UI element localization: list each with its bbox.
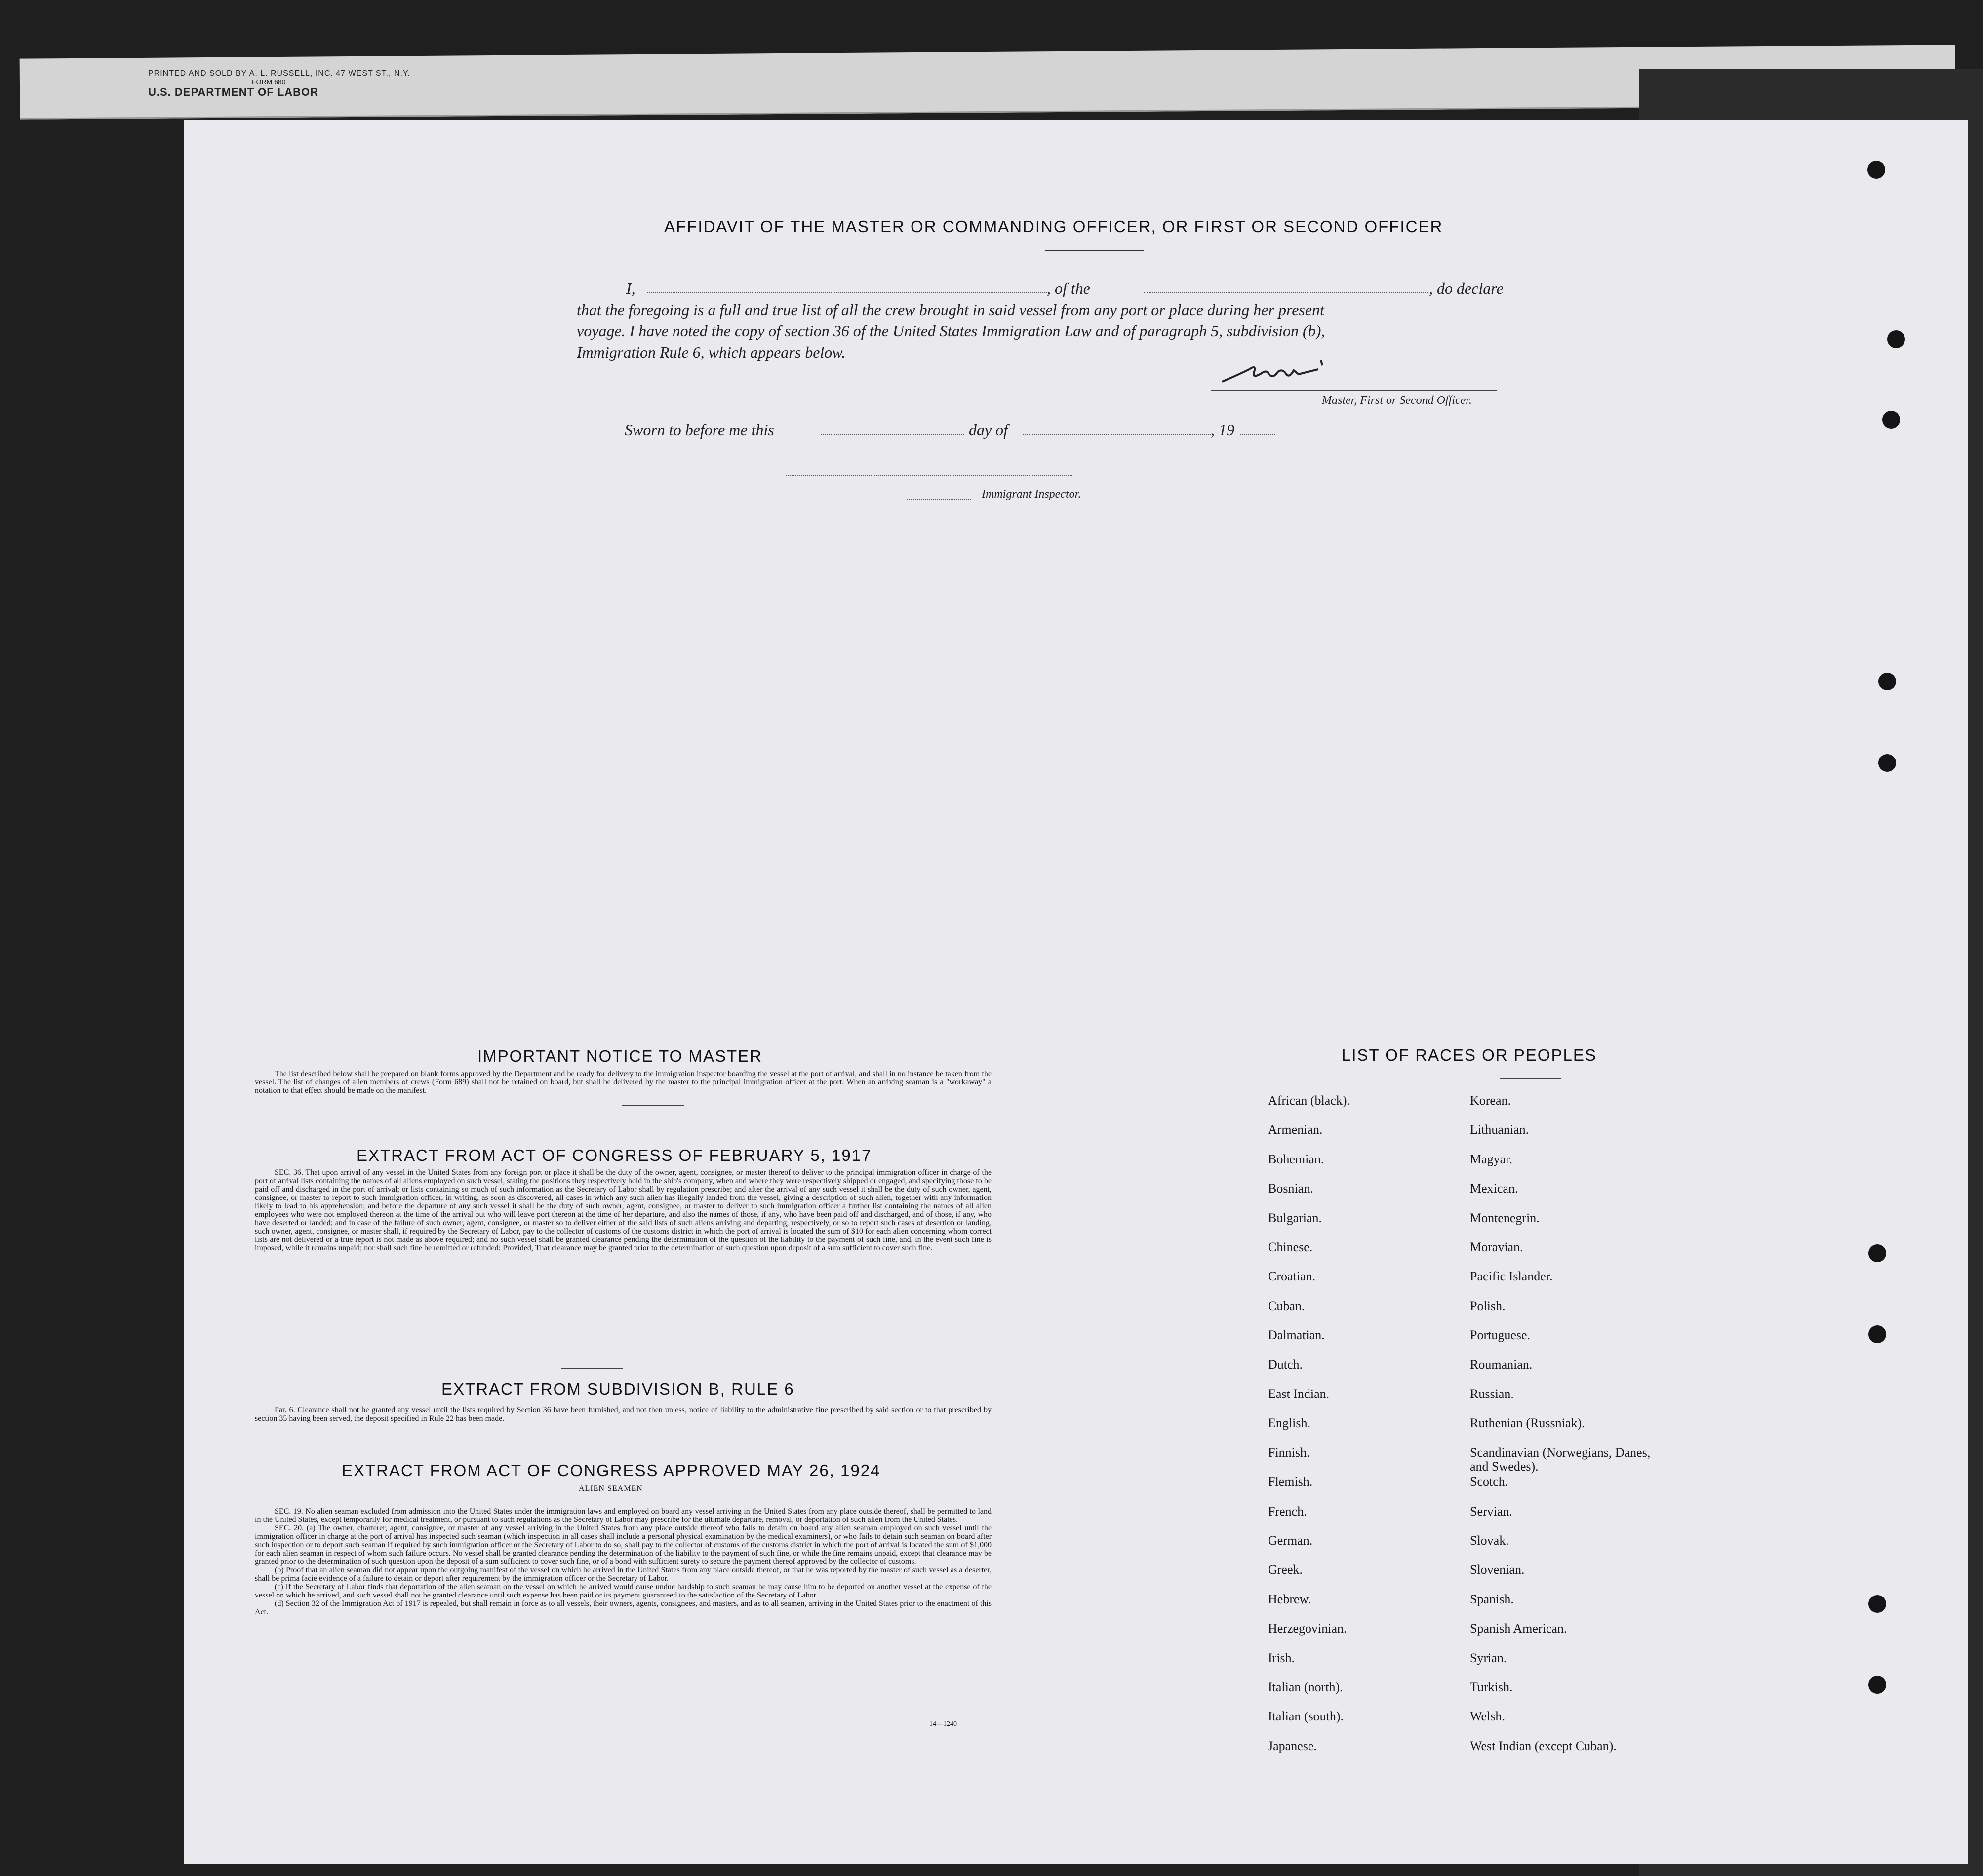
sworn-month-field[interactable] bbox=[1023, 434, 1211, 435]
race-item: Mexican. bbox=[1470, 1181, 1518, 1196]
affidavit-line4: Immigration Rule 6, which appears below. bbox=[577, 343, 846, 361]
race-item: Turkish. bbox=[1470, 1680, 1513, 1694]
officer-signature bbox=[1220, 355, 1328, 389]
extract-1924-paragraph: (b) Proof that an alien seaman did not appear upon the outgoing manifest of the vessel on which he arrived in the United States from any place outside thereof, or that he was reported by the master of such vessel as a deserter, shall be prima facie evidence of a failure to detain or deport after requirement by the immigration officer or the Secretary of Labor. bbox=[255, 1566, 992, 1583]
signature-caption: Master, First or Second Officer. bbox=[1322, 394, 1472, 407]
form-page bbox=[184, 120, 1968, 1864]
race-item: Ruthenian (Russniak). bbox=[1470, 1416, 1585, 1431]
notice-paragraph: The list described below shall be prepared on blank forms approved by the Department and be ready for delivery to the immigration inspector boarding the vessel at the port of arrival, and shall in no instance be taken from the vessel. The list of changes of alien members of crews (Form 689) shall not be retained on board, but shall be delivered by the master to the principal immigration officer at the port. When an arriving seaman is a "workaway" a notation to that effect should be made on the manifest. bbox=[255, 1070, 992, 1095]
race-item: Japanese. bbox=[1268, 1738, 1317, 1753]
race-item: Bulgarian. bbox=[1268, 1210, 1322, 1225]
race-item: Lithuanian. bbox=[1470, 1122, 1529, 1137]
races-title: LIST OF RACES OR PEOPLES bbox=[1342, 1046, 1597, 1064]
department-line: U.S. DEPARTMENT OF LABOR bbox=[148, 86, 319, 98]
race-item: Italian (north). bbox=[1268, 1680, 1343, 1694]
race-item: African (black). bbox=[1268, 1093, 1350, 1108]
divider bbox=[561, 1368, 623, 1369]
extract-rule6-paragraph: Par. 6. Clearance shall not be granted any vessel until the lists required by Section 36 have been furnished, and not then unless, notice of liability to the administrative fine prescribed by said section or to that prescribed by section 35 having been served, the deposit specified in Rule 22 has been made. bbox=[255, 1406, 992, 1423]
extract-1924-paragraph: (d) Section 32 of the Immigration Act of 1917 is repealed, but shall remain in force as to all vessels, their owners, agents, consignees, and masters, and as to all seamen, arriving in the United States prior to the enactment of this Act. bbox=[255, 1599, 992, 1616]
extract-1924-title: EXTRACT FROM ACT OF CONGRESS APPROVED MAY 26, 1924 bbox=[342, 1461, 881, 1479]
inspector-caption: Immigrant Inspector. bbox=[982, 488, 1081, 501]
race-item: Flemish. bbox=[1268, 1475, 1313, 1489]
signature-line bbox=[1211, 390, 1497, 391]
form-print-number: 14—1240 bbox=[929, 1720, 957, 1728]
sworn-start: Sworn to before me this bbox=[625, 421, 774, 439]
binder-hole bbox=[1887, 330, 1905, 348]
affidavit-line1-end: , do declare bbox=[1429, 279, 1504, 297]
divider bbox=[622, 1105, 684, 1106]
extract-rule6-body bbox=[255, 1406, 992, 1423]
race-item: Syrian. bbox=[1470, 1650, 1507, 1665]
race-item: Welsh. bbox=[1470, 1709, 1505, 1724]
race-item: Moravian. bbox=[1470, 1240, 1523, 1254]
race-item: Herzegovinian. bbox=[1268, 1621, 1347, 1636]
notice-body bbox=[255, 1070, 992, 1095]
race-item: Slovak. bbox=[1470, 1533, 1509, 1548]
title-divider bbox=[1045, 250, 1144, 251]
race-item: Scandinavian (Norwegians, Danes, and Swedes). bbox=[1470, 1445, 1651, 1474]
race-item: Korean. bbox=[1470, 1093, 1511, 1108]
race-item: Greek. bbox=[1268, 1562, 1303, 1577]
form-number-line: FORM 680 bbox=[252, 78, 286, 86]
race-item: Irish. bbox=[1268, 1650, 1295, 1665]
race-item: Bohemian. bbox=[1268, 1152, 1324, 1166]
vessel-name-field[interactable] bbox=[1144, 292, 1428, 293]
race-item: West Indian (except Cuban). bbox=[1470, 1738, 1617, 1753]
binder-hole bbox=[1868, 1595, 1886, 1613]
race-item: Montenegrin. bbox=[1470, 1210, 1540, 1225]
race-item: Dutch. bbox=[1268, 1357, 1303, 1372]
extract-1917-paragraph: SEC. 36. That upon arrival of any vessel in the United States from any foreign port or place it shall be the duty of the owner, agent, consignee, or master thereof to deliver to the principal immigration officer in charge of the port of arrival lists containing the names of all aliens employed on such vessel, stating the positions they respectively hold in the ship's company, when and where they were respectively shipped or engaged, and specifying those to be paid off and discharged in the port of arrival; or lists containing so much of such information as the Secretary of Labor shall by regulation prescribe; and after the arrival of any such vessel it shall be the duty of such owner, agent, consignee, or master to report to such immigration officer, in writing, as soon as discovered, all cases in which any such alien has illegally landed from the vessel, giving a description of such alien, together with any information likely to lead to his apprehension; and before the departure of any such vessel it shall be the duty of such owner, agent, consignee, or master to deliver to such immigration officer a further list containing the names of all alien employees who were not employed thereon at the time of the arrival but who will leave port thereon at the time of her departure, and also the names of those, if any, who have been paid off and discharged, and of those, if any, who have deserted or landed; and in case of the failure of such owner, agent, consignee, or master so to deliver either of the said lists of such aliens arriving and departing, respectively, or so to report such cases of desertion or landing, such owner, agent, consignee, or master shall, if required by the Secretary of Labor, pay to the collector of customs of the customs district in which the port of arrival is located the sum of $10 for each alien concerning whom correct lists are not delivered or a true report is not made as above required; and no such vessel shall be granted clearance pending the determination of the question of the liability to the payment of such fine, and, in the event such fine is imposed, while it remains unpaid; nor shall such fine be remitted or refunded: Provided, That clearance may be granted prior to the determination of such question upon deposit of a sum sufficient to cover such fine. bbox=[255, 1168, 992, 1252]
extract-1924-body bbox=[255, 1507, 992, 1616]
race-item: Italian (south). bbox=[1268, 1709, 1344, 1724]
affidavit-line1-start: I, bbox=[626, 279, 635, 297]
race-item: Portuguese. bbox=[1470, 1328, 1531, 1343]
inspector-signature-field[interactable] bbox=[786, 475, 1072, 476]
extract-1917-title: EXTRACT FROM ACT OF CONGRESS OF FEBRUARY 5, 1917 bbox=[357, 1146, 872, 1164]
binder-hole bbox=[1878, 754, 1896, 772]
race-item: Dalmatian. bbox=[1268, 1328, 1325, 1343]
race-item: Spanish. bbox=[1470, 1592, 1514, 1606]
race-item: Slovenian. bbox=[1470, 1562, 1525, 1577]
race-item: Roumanian. bbox=[1470, 1357, 1533, 1372]
binder-hole bbox=[1868, 1676, 1886, 1694]
extract-rule6-title: EXTRACT FROM SUBDIVISION B, RULE 6 bbox=[441, 1380, 794, 1398]
race-item: Hebrew. bbox=[1268, 1592, 1311, 1606]
binder-hole bbox=[1868, 1244, 1886, 1262]
printer-line: PRINTED AND SOLD BY A. L. RUSSELL, INC. 47 WEST ST., N.Y. bbox=[148, 69, 410, 78]
sworn-year-field[interactable] bbox=[1240, 434, 1275, 435]
backing-sheet-header bbox=[148, 69, 410, 99]
extract-1917-body bbox=[255, 1168, 992, 1252]
race-item: Croatian. bbox=[1268, 1269, 1316, 1284]
race-item: Russian. bbox=[1470, 1387, 1514, 1401]
extract-1924-paragraph: SEC. 20. (a) The owner, charterer, agent, consignee, or master of any vessel arriving in the United States from any place outside thereof who fails to detain on board any alien seaman employed on such vessel until the immigration officer in charge at the port of arrival has inspected such seaman (which inspection in all cases shall include a personal physical examination by the medical examiners), or who fails to detain such seaman on board after such inspection or to deport such seaman if required by such immigration officer or the Secretary of Labor to do so, shall pay to the collector of customs of the customs district in which the port of arrival is located the sum of $1,000 for each alien seaman in respect of whom such failure occurs. No vessel shall be granted clearance pending the determination of the liability to the payment of such fine, or while the fine remains unpaid, except that clearance may be granted prior to the determination of such question upon the deposit of a sum sufficient to cover such fine, or of a bond with sufficient surety to secure the payment thereof approved by the collector of customs. bbox=[255, 1524, 992, 1566]
race-item: German. bbox=[1268, 1533, 1313, 1548]
races-divider bbox=[1500, 1078, 1561, 1079]
race-item: Finnish. bbox=[1268, 1445, 1310, 1460]
affidavit-line1-mid: , of the bbox=[1047, 279, 1090, 297]
race-item: Bosnian. bbox=[1268, 1181, 1313, 1196]
declarant-name-field[interactable] bbox=[647, 292, 1047, 293]
notice-title: IMPORTANT NOTICE TO MASTER bbox=[477, 1047, 763, 1065]
sworn-day-field[interactable] bbox=[821, 434, 964, 435]
binder-hole bbox=[1878, 673, 1896, 690]
race-item: Spanish American. bbox=[1470, 1621, 1567, 1636]
race-item: East Indian. bbox=[1268, 1387, 1330, 1401]
race-item: Magyar. bbox=[1470, 1152, 1512, 1166]
race-item: Chinese. bbox=[1268, 1240, 1313, 1254]
extract-1924-paragraph: (c) If the Secretary of Labor finds that deportation of the alien seaman on the vessel on which he arrived would cause undue hardship to such seaman he may cause him to be deported on another vessel at the expense of the vessel on which he arrived, and such vessel shall not be granted clearance until such expense has been paid or its payment guaranteed to the satisfaction of the Secretary of Labor. bbox=[255, 1583, 992, 1599]
extract-1924-paragraph: SEC. 19. No alien seaman excluded from admission into the United States under the immigration laws and employed on board any vessel arriving in the United States from any place outside thereof, shall be permitted to land in the United States, except temporarily for medical treatment, or pursuant to such regulations as the Secretary of Labor may prescribe for the ultimate departure, removal, or deportation of such alien from the United States. bbox=[255, 1507, 992, 1524]
race-item: Armenian. bbox=[1268, 1122, 1323, 1137]
affidavit-line3: voyage. I have noted the copy of section 36 of the United States Immigration Law and of paragraph 5, subdivision (b), bbox=[577, 322, 1325, 340]
binder-hole bbox=[1882, 411, 1900, 429]
affidavit-title: AFFIDAVIT OF THE MASTER OR COMMANDING OFFICER, OR FIRST OR SECOND OFFICER bbox=[664, 217, 1443, 236]
sworn-day-label: day of bbox=[969, 421, 1008, 439]
affidavit-line2: that the foregoing is a full and true list of all the crew brought in said vessel from any port or place during her present bbox=[577, 301, 1324, 319]
inspector-caption-leader bbox=[907, 499, 971, 500]
binder-hole bbox=[1867, 161, 1885, 179]
binder-hole bbox=[1868, 1325, 1886, 1343]
race-item: Cuban. bbox=[1268, 1298, 1305, 1313]
race-item: French. bbox=[1268, 1504, 1307, 1518]
race-item: Servian. bbox=[1470, 1504, 1512, 1518]
race-item: Polish. bbox=[1470, 1298, 1506, 1313]
race-item: English. bbox=[1268, 1416, 1310, 1431]
race-item: Scotch. bbox=[1470, 1475, 1508, 1489]
sworn-year-label: , 19 bbox=[1211, 421, 1234, 439]
race-item: Pacific Islander. bbox=[1470, 1269, 1553, 1284]
extract-1924-subtitle: ALIEN SEAMEN bbox=[579, 1484, 643, 1493]
